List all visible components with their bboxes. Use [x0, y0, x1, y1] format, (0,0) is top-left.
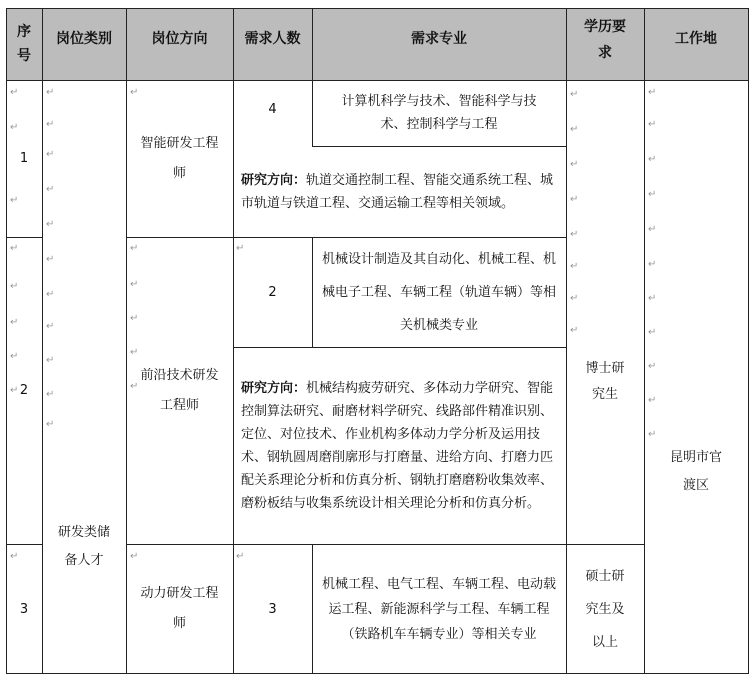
row1-research-label: 研究方向：	[241, 172, 307, 188]
header-direction: 岗位方向	[126, 8, 233, 80]
row1-research	[233, 146, 566, 237]
row2-research	[233, 347, 566, 544]
row3-major: 机械工程、电气工程、车辆工程、电动载运工程、新能源科学与工程、车辆工程（铁路机车车辆专业）等相关专业	[322, 576, 557, 642]
row1-direction: 智能研发工程师	[140, 135, 219, 181]
row2-major: 机械设计制造及其自动化、机械工程、机械电子工程、车辆工程（轨道车辆）等相关机械类专业	[322, 251, 557, 333]
header-major: 需求专业	[312, 8, 566, 80]
row2-seq: 2	[19, 383, 29, 398]
category-merged: 研发类储备人才	[57, 525, 110, 568]
row2-direction: 前沿技术研发工程师	[140, 367, 219, 413]
row1-seq: 1	[19, 151, 29, 166]
location-merged: 昆明市官渡区	[670, 450, 723, 493]
row1-count: 4	[268, 102, 277, 117]
header-seq	[6, 8, 42, 80]
header-count: 需求人数	[233, 8, 312, 80]
row3-direction: 动力研发工程师	[140, 586, 219, 631]
header-location: 工作地	[644, 8, 748, 80]
row2-research-text: 机械结构疲劳研究、多体动力学研究、智能控制算法研究、耐磨材料学研究、线路部件精准识别、定位、对位技术、作业机构多体动力学分析及运用技术、钢轨圆周磨削廓形与打磨量、进给方向、打磨力匹配关系理论分析和仿真分析、钢轨打磨磨粉收集效率、磨粉板结与收集系统设计相关理论分析和仿真分析。	[241, 380, 554, 511]
row2-research-label: 研究方向：	[241, 380, 307, 396]
row1-research-text: 轨道交通控制工程、智能交通系统工程、城市轨道与铁道工程、交通运输工程等相关领域。	[241, 172, 554, 211]
education-merged: 博士研究生	[585, 361, 625, 402]
header-category: 岗位类别	[42, 8, 126, 80]
header-seq-text: 序号	[17, 24, 31, 64]
row1-major: 计算机科学与技术、智能科学与技术、控制科学与工程	[341, 94, 537, 132]
row3-seq: 3	[19, 601, 29, 617]
row2-count: 2	[268, 284, 277, 300]
row3-education: 硕士研究生及以上	[585, 568, 625, 650]
header-education: 学历要求	[566, 8, 644, 80]
row3-count: 3	[268, 601, 277, 617]
